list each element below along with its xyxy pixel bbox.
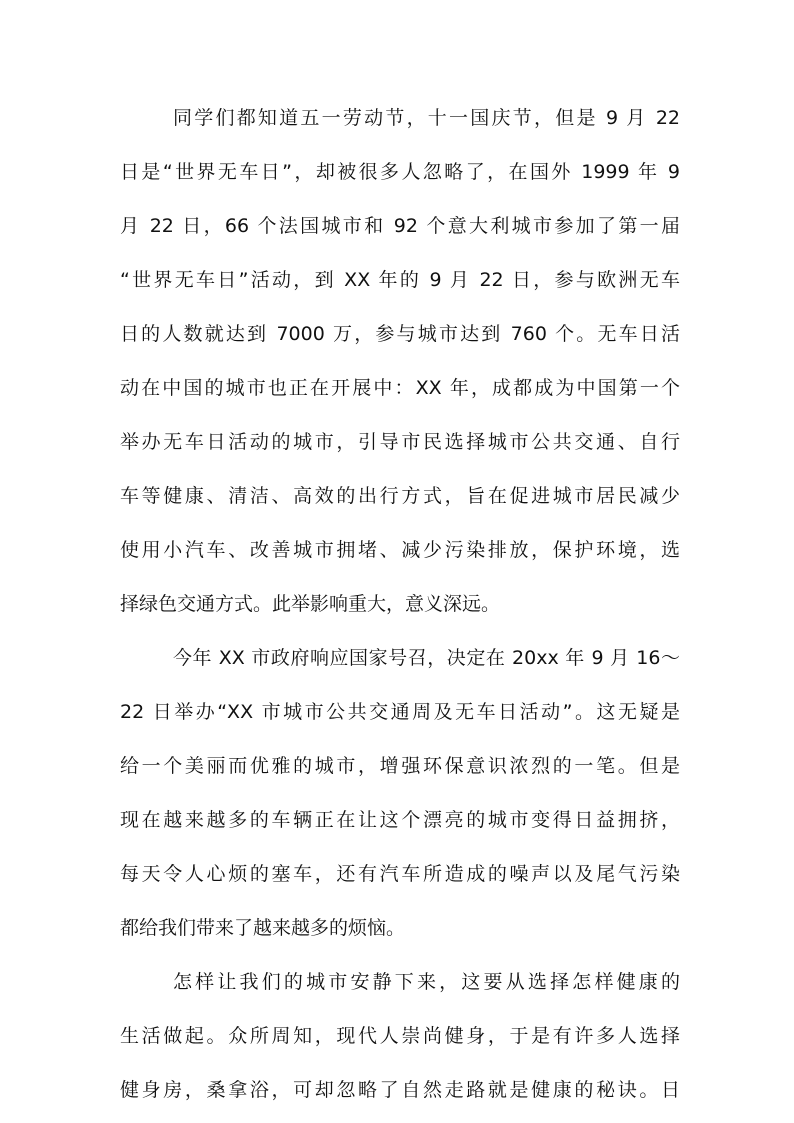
paragraph-1-line-5: 日的人数就达到 7000 万，参与城市达到 760 个。无车日活 [120,323,680,345]
paragraph-1-line-10: 择绿色交通方式。此举影响重大，意义深远。 [120,593,501,615]
paragraph-2-line-3: 给一个美丽而优雅的城市，增强环保意识浓烈的一笔。但是 [120,755,680,777]
paragraph-2-line-2: 22 日举办“XX 市城市公共交通周及无车日活动”。这无疑是 [120,701,680,723]
paragraph-2-line-4: 现在越来越多的车辆正在让这个漂亮的城市变得日益拥挤， [120,809,680,831]
paragraph-2-line-1: 今年 XX 市政府响应国家号召，决定在 20xx 年 9 月 16～ [173,647,680,669]
paragraph-1-line-6: 动在中国的城市也正在开展中：XX 年，成都成为中国第一个 [120,377,680,399]
paragraph-1-line-1: 同学们都知道五一劳动节，十一国庆节，但是 9 月 22 [173,107,680,129]
paragraph-1-line-9: 使用小汽车、改善城市拥堵、减少污染排放，保护环境，选 [120,539,680,561]
paragraph-1-line-2: 日是“世界无车日”，却被很多人忽略了，在国外 1999 年 9 [120,161,680,183]
paragraph-1-line-4: “世界无车日”活动，到 XX 年的 9 月 22 日，参与欧洲无车 [120,269,680,291]
paragraph-2-line-5: 每天令人心烦的塞车，还有汽车所造成的噪声以及尾气污染 [120,863,680,885]
paragraph-3-line-1: 怎样让我们的城市安静下来，这要从选择怎样健康的 [173,971,680,993]
paragraph-1-line-7: 举办无车日活动的城市，引导市民选择城市公共交通、自行 [120,431,680,453]
paragraph-2-line-6: 都给我们带来了越来越多的烦恼。 [120,917,406,939]
paragraph-3-line-2: 生活做起。众所周知，现代人崇尚健身，于是有许多人选择 [120,1025,680,1047]
paragraph-3-line-3: 健身房，桑拿浴，可却忽略了自然走路就是健康的秘诀。日 [120,1079,680,1101]
paragraph-1-line-8: 车等健康、清洁、高效的出行方式，旨在促进城市居民减少 [120,485,680,507]
paragraph-1-line-3: 月 22 日，66 个法国城市和 92 个意大利城市参加了第一届 [120,215,680,237]
